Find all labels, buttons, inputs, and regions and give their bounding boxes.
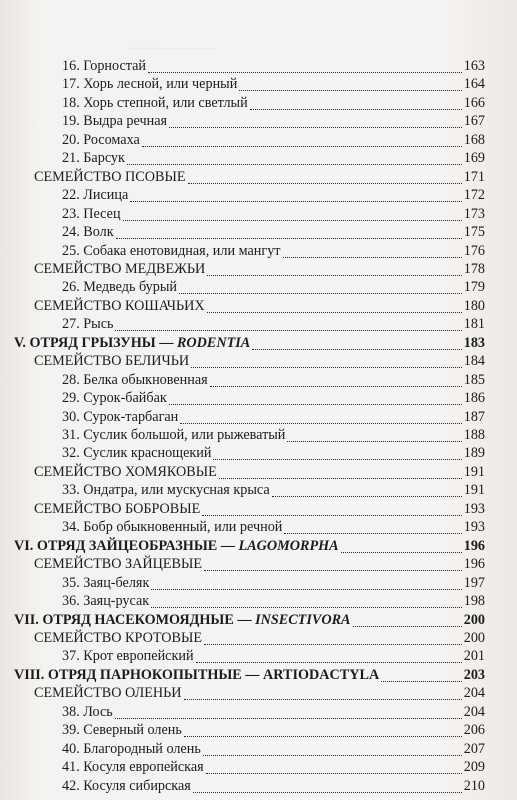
toc-entry-item bbox=[0, 58, 517, 76]
toc-entry-page-number: 185 bbox=[463, 371, 485, 388]
toc-entry-item bbox=[0, 575, 517, 593]
toc-entry-title: СЕМЕЙСТВО КОШАЧЬИХ bbox=[34, 297, 205, 314]
toc-entry-page-number: 163 bbox=[463, 58, 485, 74]
toc-leader-dots bbox=[219, 478, 462, 479]
toc-entry-family bbox=[0, 630, 517, 648]
toc-entry-item bbox=[0, 372, 517, 390]
toc-leader-dots bbox=[203, 755, 462, 756]
toc-leader-dots bbox=[127, 164, 462, 165]
toc-entry-item bbox=[0, 778, 517, 796]
toc-leader-dots bbox=[250, 109, 462, 110]
toc-entry-page-number: 188 bbox=[463, 427, 485, 443]
toc-entry-page-number: 173 bbox=[463, 205, 485, 222]
toc-leader-dots bbox=[151, 607, 462, 608]
toc-entry-item bbox=[0, 316, 517, 334]
toc-entry-page-number: 206 bbox=[463, 722, 485, 739]
toc-entry-title: 22. Лисица bbox=[62, 187, 129, 204]
toc-entry-page-number: 207 bbox=[463, 740, 485, 757]
toc-entry-title: 37. Крот европейский bbox=[62, 648, 194, 665]
toc-leader-dots bbox=[151, 589, 461, 590]
toc-entry-item bbox=[0, 427, 517, 445]
toc-entry-title: СЕМЕЙСТВО ПСОВЫЕ bbox=[34, 168, 186, 185]
toc-entry-page-number: 193 bbox=[463, 519, 485, 536]
toc-entry-item bbox=[0, 224, 517, 242]
toc-entry-title: 33. Ондатра, или мускусная крыса bbox=[62, 482, 270, 499]
toc-entry-item bbox=[0, 648, 517, 666]
toc-entry-item bbox=[0, 482, 517, 500]
toc-entry-title: 40. Благородный олень bbox=[62, 740, 201, 757]
toc-entry-page-number: 191 bbox=[463, 463, 485, 480]
toc-entry-title: 21. Барсук bbox=[62, 150, 125, 167]
toc-entry-title: VI. ОТРЯД ЗАЙЦЕОБРАЗНЫЕ — LAGOMORPHA bbox=[14, 537, 339, 554]
toc-leader-dots bbox=[202, 515, 461, 516]
toc-entry-title: 41. Косуля европейская bbox=[62, 759, 204, 776]
toc-leader-dots bbox=[188, 183, 462, 184]
toc-leader-dots bbox=[180, 423, 461, 424]
toc-entry-page-number: 169 bbox=[463, 150, 485, 167]
toc-entry-page-number: 197 bbox=[463, 574, 485, 591]
toc-leader-dots bbox=[381, 681, 462, 682]
toc-entry-title: 27. Рысь bbox=[62, 316, 114, 333]
toc-leader-dots bbox=[207, 312, 462, 313]
toc-leader-dots bbox=[148, 72, 462, 73]
toc-leader-dots bbox=[210, 386, 462, 387]
toc-entry-page-number: 167 bbox=[463, 113, 485, 130]
toc-entry-title: 26. Медведь бурый bbox=[62, 279, 177, 296]
toc-leader-dots bbox=[206, 773, 462, 774]
toc-leader-dots bbox=[169, 127, 462, 128]
toc-entry-page-number: 191 bbox=[463, 482, 485, 499]
toc-entry-page-number: 198 bbox=[463, 593, 485, 610]
toc-entry-title: 19. Выдра речная bbox=[62, 113, 168, 130]
toc-leader-dots bbox=[142, 146, 462, 147]
toc-entry-page-number: 178 bbox=[463, 260, 485, 277]
toc-entry-title: СЕМЕЙСТВО КРОТОВЫЕ bbox=[34, 629, 203, 646]
toc-entry-title: V. ОТРЯД ГРЫЗУНЫ — RODENTIA bbox=[14, 334, 251, 351]
toc-entry-title: СЕМЕЙСТВО ХОМЯКОВЫЕ bbox=[34, 463, 217, 480]
toc-entry-title: СЕМЕЙСТВО ЗАЙЦЕВЫЕ bbox=[34, 556, 203, 573]
toc-leader-dots bbox=[191, 367, 462, 368]
toc-entry-title: 17. Хорь лесной, или черный bbox=[62, 76, 238, 93]
toc-entry-title: 24. Волк bbox=[62, 224, 114, 241]
toc-entry-title: 28. Белка обыкновенная bbox=[62, 371, 208, 388]
toc-leader-dots bbox=[341, 552, 462, 553]
toc-entry-page-number: 187 bbox=[463, 408, 485, 425]
toc-entry-title: СЕМЕЙСТВО БОБРОВЫЕ bbox=[34, 500, 201, 517]
toc-entry-family bbox=[0, 464, 517, 482]
toc-entry-item bbox=[0, 445, 517, 463]
toc-entry-page-number: 204 bbox=[463, 703, 485, 720]
toc-leader-dots bbox=[123, 220, 462, 221]
toc-entry-item bbox=[0, 722, 517, 740]
toc-leader-dots bbox=[204, 570, 462, 571]
toc-entry-title: 38. Лось bbox=[62, 703, 113, 720]
toc-entry-page-number: 201 bbox=[463, 648, 485, 665]
toc-entry-page-number: 193 bbox=[463, 500, 485, 517]
toc-entry-item bbox=[0, 704, 517, 722]
toc-leader-dots bbox=[284, 533, 461, 534]
toc-entry-title: СЕМЕЙСТВО ОЛЕНЬИ bbox=[34, 685, 182, 702]
toc-entry-item bbox=[0, 150, 517, 168]
toc-entry-page-number: 186 bbox=[463, 390, 485, 407]
toc-entry-page-number: 204 bbox=[463, 685, 485, 702]
toc-entry-page-number: 181 bbox=[463, 316, 485, 333]
toc-entry-page-number: 176 bbox=[463, 242, 485, 259]
toc-entry-title: 20. Росомаха bbox=[62, 131, 140, 148]
toc-entry-family bbox=[0, 298, 517, 316]
toc-entry-item bbox=[0, 759, 517, 777]
toc-entry-title: 42. Косуля сибирская bbox=[62, 777, 191, 794]
toc-entry-page-number: 164 bbox=[463, 76, 485, 93]
toc-leader-dots bbox=[239, 90, 461, 91]
toc-entry-title: 18. Хорь степной, или светлый bbox=[62, 94, 248, 111]
toc-entry-item bbox=[0, 741, 517, 759]
toc-entry-title: 36. Заяц-русак bbox=[62, 593, 150, 610]
toc-entry-title: 25. Собака енотовидная, или мангут bbox=[62, 242, 281, 259]
toc-leader-dots bbox=[115, 718, 462, 719]
toc-entry-page-number: 203 bbox=[463, 666, 485, 683]
toc-leader-dots bbox=[272, 496, 462, 497]
toc-entry-title: 30. Сурок-тарбаган bbox=[62, 408, 179, 425]
toc-entry-title: 29. Сурок-байбак bbox=[62, 390, 167, 407]
toc-entry-page-number: 168 bbox=[463, 131, 485, 148]
toc-entry-order bbox=[0, 538, 517, 556]
bleed-through-text: ...................... bbox=[130, 38, 218, 52]
toc-leader-dots bbox=[207, 275, 461, 276]
toc-entry-page-number: 210 bbox=[463, 777, 485, 794]
toc-entry-item bbox=[0, 409, 517, 427]
toc-entry-family bbox=[0, 261, 517, 279]
toc-entry-latin-name: LAGOMORPHA bbox=[238, 537, 339, 554]
toc-entry-page-number: 196 bbox=[463, 537, 485, 554]
toc-entry-latin-name: INSECTIVORA bbox=[255, 611, 351, 628]
toc-leader-dots bbox=[184, 736, 462, 737]
toc-entry-page-number: 184 bbox=[463, 353, 485, 370]
toc-entry-page-number: 175 bbox=[463, 224, 485, 241]
toc-entry-page-number: 183 bbox=[463, 334, 485, 351]
toc-leader-dots bbox=[196, 662, 462, 663]
toc-entry-title: 39. Северный олень bbox=[62, 722, 182, 739]
toc-entry-order bbox=[0, 667, 517, 685]
toc-entry-title: VIII. ОТРЯД ПАРНОКОПЫТНЫЕ — ARTIODACTYLA bbox=[14, 666, 380, 683]
toc-entry-item bbox=[0, 390, 517, 408]
toc-entry-latin-name: RODENTIA bbox=[176, 334, 251, 351]
toc-entry-title: 23. Песец bbox=[62, 205, 121, 222]
toc-entry-item bbox=[0, 243, 517, 261]
toc-entry-item bbox=[0, 279, 517, 297]
toc-leader-dots bbox=[252, 349, 461, 350]
toc-entry-page-number: 196 bbox=[463, 556, 485, 573]
toc-entry-title: СЕМЕЙСТВО МЕДВЕЖЬИ bbox=[34, 260, 206, 277]
toc-entry-item bbox=[0, 113, 517, 131]
toc-entry-page-number: 179 bbox=[463, 279, 485, 296]
toc-entry-item bbox=[0, 593, 517, 611]
toc-entry-item bbox=[0, 76, 517, 94]
toc-entry-item bbox=[0, 187, 517, 205]
toc-entry-page-number: 166 bbox=[463, 94, 485, 111]
toc-entry-title: 16. Горностай bbox=[62, 58, 147, 74]
toc-entry-page-number: 200 bbox=[463, 611, 485, 628]
toc-entry-family bbox=[0, 685, 517, 703]
toc-entry-title: СЕМЕЙСТВО БЕЛИЧЬИ bbox=[34, 353, 190, 370]
toc-entry-item bbox=[0, 95, 517, 113]
toc-entry-family bbox=[0, 501, 517, 519]
toc-leader-dots bbox=[179, 293, 462, 294]
toc-entry-title: 34. Бобр обыкновенный, или речной bbox=[62, 519, 283, 536]
toc-entry-page-number: 209 bbox=[463, 759, 485, 776]
toc-leader-dots bbox=[116, 238, 462, 239]
toc-leader-dots bbox=[130, 201, 461, 202]
toc-entry-page-number: 189 bbox=[463, 445, 485, 462]
toc-entry-title: VII. ОТРЯД НАСЕКОМОЯДНЫЕ — INSECTIVORA bbox=[14, 611, 351, 628]
toc-leader-dots bbox=[193, 792, 462, 793]
toc-entry-family bbox=[0, 169, 517, 187]
toc-entry-item bbox=[0, 132, 517, 150]
toc-entry-title: 35. Заяц-беляк bbox=[62, 574, 150, 591]
toc-entry-title: 31. Суслик большой, или рыжеватый bbox=[62, 427, 286, 443]
toc-leader-dots bbox=[115, 330, 461, 331]
toc-leader-dots bbox=[287, 441, 461, 442]
toc-leader-dots bbox=[353, 626, 462, 627]
toc-entry-item bbox=[0, 206, 517, 224]
toc-entry-family bbox=[0, 353, 517, 371]
toc-leader-dots bbox=[184, 699, 462, 700]
toc-leader-dots bbox=[169, 404, 462, 405]
toc-entry-family bbox=[0, 556, 517, 574]
toc-entry-page-number: 171 bbox=[463, 168, 485, 185]
toc-entry-page-number: 172 bbox=[463, 187, 485, 204]
toc-entry-page-number: 200 bbox=[463, 629, 485, 646]
toc-entry-order bbox=[0, 335, 517, 353]
toc-leader-dots bbox=[283, 257, 462, 258]
toc-entry-order bbox=[0, 612, 517, 630]
toc-leader-dots bbox=[204, 644, 462, 645]
toc-leader-dots bbox=[213, 459, 461, 460]
toc-entry-page-number: 180 bbox=[463, 297, 485, 314]
toc-entry-item bbox=[0, 519, 517, 537]
toc-entry-title: 32. Суслик краснощекий bbox=[62, 445, 212, 462]
